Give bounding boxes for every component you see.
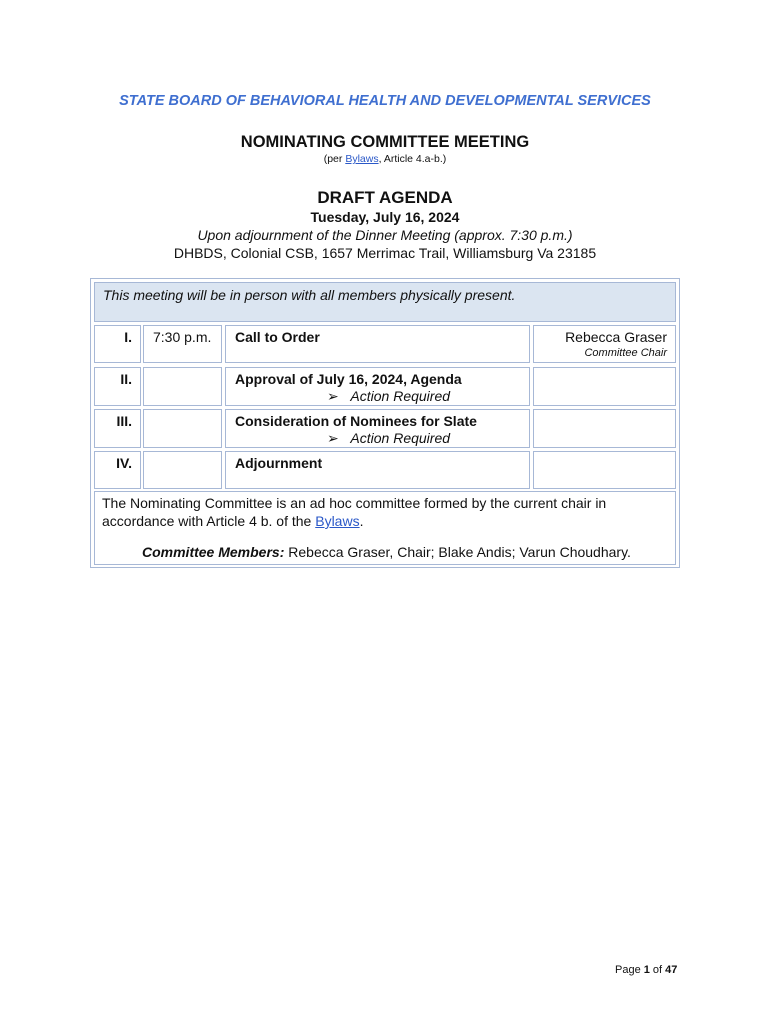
presenter-role: Committee Chair xyxy=(584,347,667,359)
per-suffix: , Article 4.a-b.) xyxy=(378,153,447,165)
agenda-title: DRAFT AGENDA xyxy=(317,188,453,207)
item-sub-text: Action Required xyxy=(350,388,451,404)
item-number: III. xyxy=(94,409,141,448)
item-number: IV. xyxy=(94,451,141,489)
item-presenter-cell xyxy=(533,409,676,448)
meeting-title: NOMINATING COMMITTEE MEETING xyxy=(240,133,530,151)
agenda-item xyxy=(225,451,530,489)
item-time xyxy=(143,367,222,406)
item-time xyxy=(143,451,222,489)
committee-members xyxy=(102,543,667,561)
meeting-location: DHBDS, Colonial CSB, 1657 Merrimac Trail, Williamsburg Va 23185 xyxy=(173,245,597,261)
item-title: Call to Order xyxy=(235,329,320,345)
arrow-bullet-icon: ➢ xyxy=(327,388,339,404)
item-time xyxy=(143,409,222,448)
page-of: of xyxy=(649,964,666,976)
item-presenter-cell xyxy=(533,325,676,363)
item-presenter-cell xyxy=(533,367,676,406)
page-current: 1 xyxy=(643,964,650,976)
page-total: 47 xyxy=(665,964,678,976)
item-number: I. xyxy=(94,325,141,363)
item-presenter: Rebecca Graser xyxy=(565,329,667,345)
description-prefix: The Nominating Committee is an ad hoc committee formed by the current chair in accordance with Article 4 b. of the xyxy=(102,495,607,529)
agenda-item xyxy=(225,409,530,448)
description-suffix: . xyxy=(359,513,364,529)
item-title: Approval of July 16, 2024, Agenda xyxy=(235,371,462,387)
description-text xyxy=(102,494,667,530)
action-required-note xyxy=(327,388,529,405)
page-prefix: Page xyxy=(615,964,644,976)
arrow-bullet-icon: ➢ xyxy=(327,430,339,446)
item-number: II. xyxy=(94,367,141,406)
item-sub-text: Action Required xyxy=(350,430,451,446)
meeting-time: Upon adjournment of the Dinner Meeting (approx. 7:30 p.m.) xyxy=(197,227,573,243)
agenda-table xyxy=(90,278,680,568)
item-time: 7:30 p.m. xyxy=(143,325,222,363)
bylaws-reference xyxy=(0,153,770,165)
committee-description xyxy=(94,491,676,565)
item-presenter-cell xyxy=(533,451,676,489)
meeting-notice: This meeting will be in person with all members physically present. xyxy=(94,282,676,322)
action-required-note xyxy=(327,430,529,447)
item-title: Adjournment xyxy=(235,455,323,471)
agenda-item xyxy=(225,367,530,406)
meeting-date: Tuesday, July 16, 2024 xyxy=(310,209,460,225)
org-name: STATE BOARD OF BEHAVIORAL HEALTH AND DEVELOPMENTAL SERVICES xyxy=(119,93,651,109)
page-number xyxy=(615,964,677,976)
agenda-item xyxy=(225,325,530,363)
members-label: Committee Members: xyxy=(142,544,285,560)
members-list: Rebecca Graser, Chair; Blake Andis; Varun Choudhary. xyxy=(284,544,631,560)
item-title: Consideration of Nominees for Slate xyxy=(235,413,477,429)
bylaws-link[interactable]: Bylaws xyxy=(315,513,360,529)
bylaws-link[interactable]: Bylaws xyxy=(345,153,379,165)
per-prefix: (per xyxy=(323,153,346,165)
